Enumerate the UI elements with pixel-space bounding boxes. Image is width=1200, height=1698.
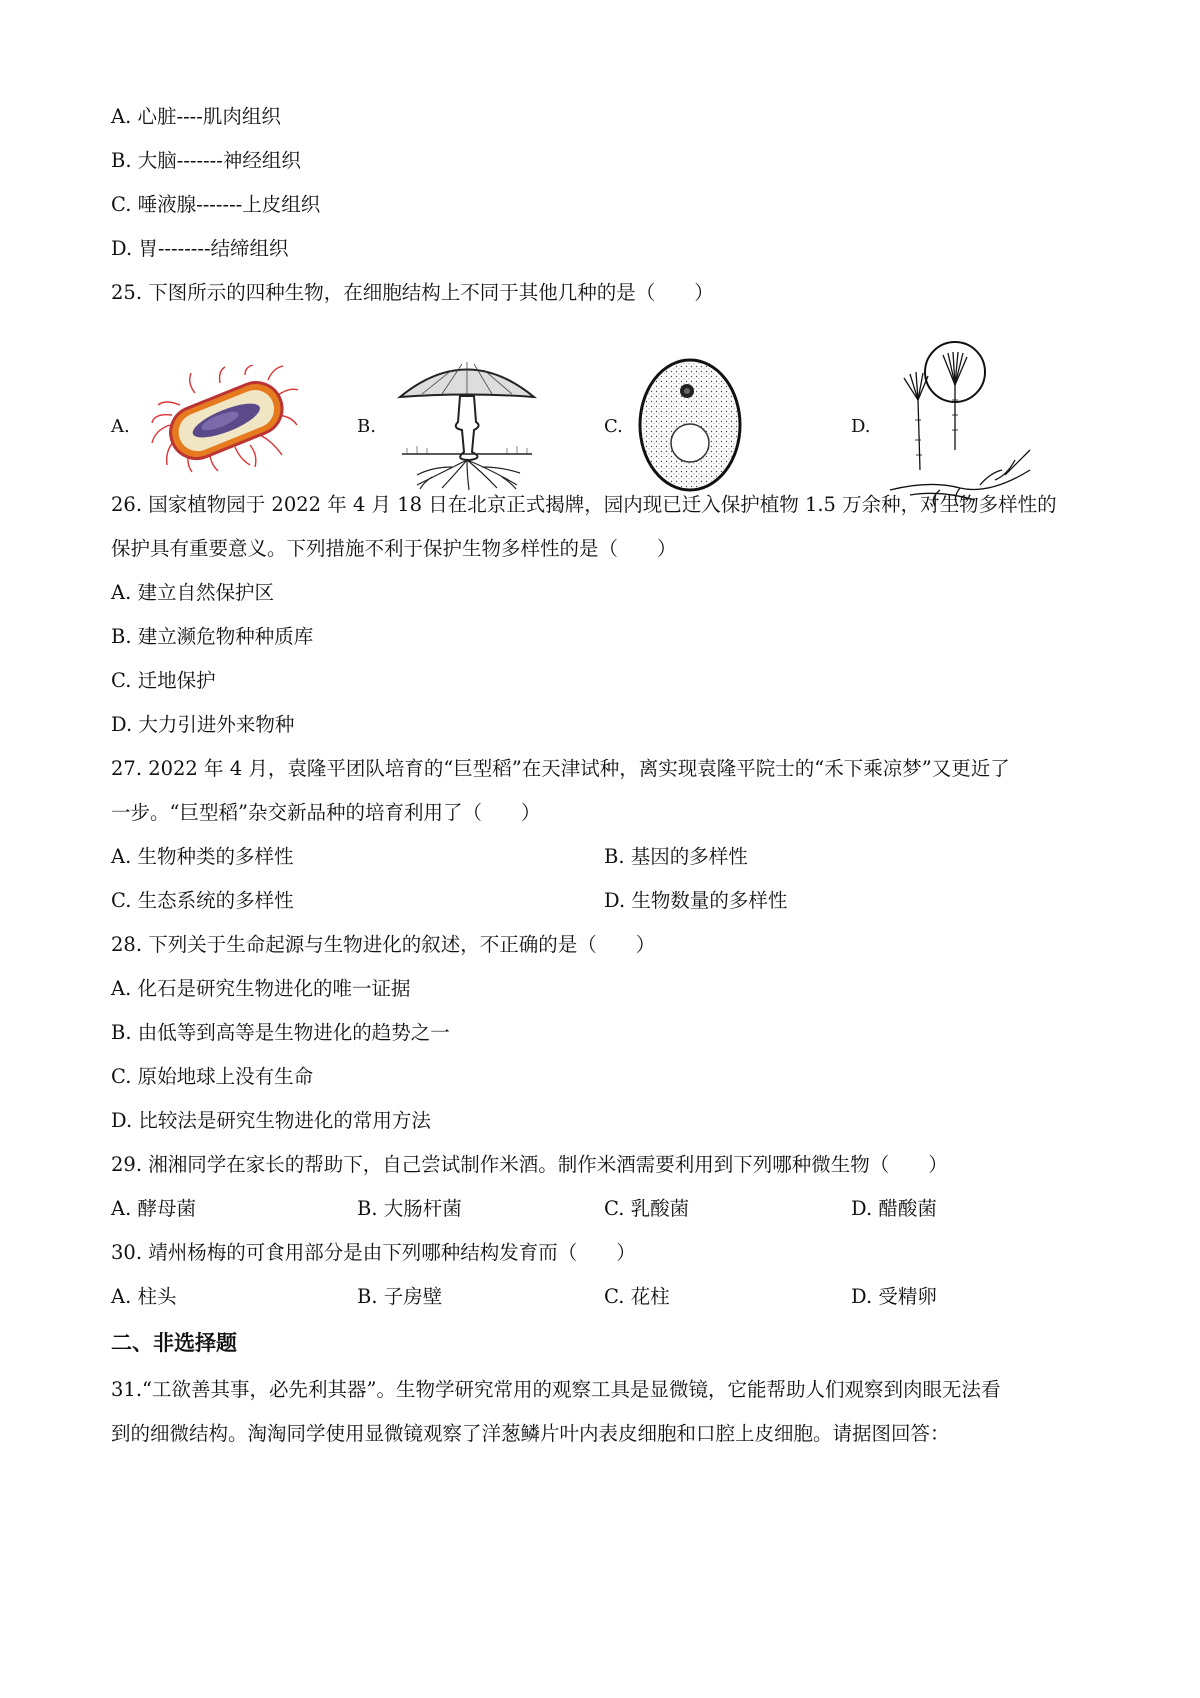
q27-option-b: B. 基因的多样性 bbox=[604, 845, 748, 868]
yeast-cell-icon bbox=[635, 355, 745, 495]
q28-stem: 28. 下列关于生命起源与生物进化的叙述，不正确的是（ ） bbox=[111, 933, 656, 956]
q28-option-a: A. 化石是研究生物进化的唯一证据 bbox=[111, 977, 411, 1000]
q25-label-a: A. bbox=[111, 416, 130, 437]
q29-stem: 29. 湘湘同学在家长的帮助下，自己尝试制作米酒。制作米酒需要利用到下列哪种微生物（ ） bbox=[111, 1153, 948, 1176]
mushroom-icon bbox=[392, 352, 542, 492]
q29-option-b: B. 大肠杆菌 bbox=[357, 1197, 462, 1220]
q25-label-c: C. bbox=[604, 416, 623, 437]
q24-option-c: C. 唾液腺-------上皮组织 bbox=[111, 193, 321, 216]
q27-option-d: D. 生物数量的多样性 bbox=[604, 889, 788, 912]
q29-option-a: A. 酵母菌 bbox=[111, 1197, 196, 1220]
q25-label-b: B. bbox=[357, 416, 376, 437]
q29-option-c: C. 乳酸菌 bbox=[604, 1197, 690, 1220]
q26-option-c: C. 迁地保护 bbox=[111, 669, 216, 692]
q27-option-a: A. 生物种类的多样性 bbox=[111, 845, 294, 868]
section-heading: 二、非选择题 bbox=[111, 1331, 237, 1355]
q30-option-c: C. 花柱 bbox=[604, 1285, 670, 1308]
q26-stem-line2: 保护具有重要意义。下列措施不利于保护生物多样性的是（ ） bbox=[111, 537, 677, 560]
q26-option-b: B. 建立濒危物种种质库 bbox=[111, 625, 314, 648]
q30-option-a: A. 柱头 bbox=[111, 1285, 177, 1308]
q31-stem-line1: 31.“工欲善其事，必先利其器”。生物学研究常用的观察工具是显微镜，它能帮助人们观察到肉眼无法看 bbox=[111, 1378, 1001, 1401]
q25-label-d: D. bbox=[851, 416, 871, 437]
q28-option-b: B. 由低等到高等是生物进化的趋势之一 bbox=[111, 1021, 450, 1044]
q24-option-b: B. 大脑-------神经组织 bbox=[111, 149, 301, 172]
q24-option-a: A. 心脏----肌肉组织 bbox=[111, 105, 281, 128]
q27-option-c: C. 生态系统的多样性 bbox=[111, 889, 294, 912]
q29-option-d: D. 醋酸菌 bbox=[851, 1197, 937, 1220]
q25-stem: 25. 下图所示的四种生物，在细胞结构上不同于其他几种的是（ ） bbox=[111, 281, 714, 304]
q30-option-b: B. 子房壁 bbox=[357, 1285, 443, 1308]
q26-option-a: A. 建立自然保护区 bbox=[111, 581, 274, 604]
q27-stem-line2: 一步。“巨型稻”杂交新品种的培育利用了（ ） bbox=[111, 801, 541, 824]
q26-stem-line1: 26. 国家植物园于 2022 年 4 月 18 日在北京正式揭牌，园内现已迁入保护植物 1.5 万余种，对生物多样性的 bbox=[111, 493, 1057, 516]
bacterium-icon bbox=[150, 365, 300, 475]
q30-stem: 30. 靖州杨梅的可食用部分是由下列哪种结构发育而（ ） bbox=[111, 1241, 636, 1264]
mold-icon bbox=[880, 340, 1040, 510]
q27-stem-line1: 27. 2022 年 4 月，袁隆平团队培育的“巨型稻”在天津试种，离实现袁隆平院士的“禾下乘凉梦”又更近了 bbox=[111, 757, 1010, 780]
q30-option-d: D. 受精卵 bbox=[851, 1285, 937, 1308]
q31-stem-line2: 到的细微结构。淘淘同学使用显微镜观察了洋葱鳞片叶内表皮细胞和口腔上皮细胞。请据图回答： bbox=[111, 1422, 950, 1445]
q26-option-d: D. 大力引进外来物种 bbox=[111, 713, 295, 736]
q28-option-d: D. 比较法是研究生物进化的常用方法 bbox=[111, 1109, 431, 1132]
q24-option-d: D. 胃--------结缔组织 bbox=[111, 237, 289, 260]
q28-option-c: C. 原始地球上没有生命 bbox=[111, 1065, 314, 1088]
